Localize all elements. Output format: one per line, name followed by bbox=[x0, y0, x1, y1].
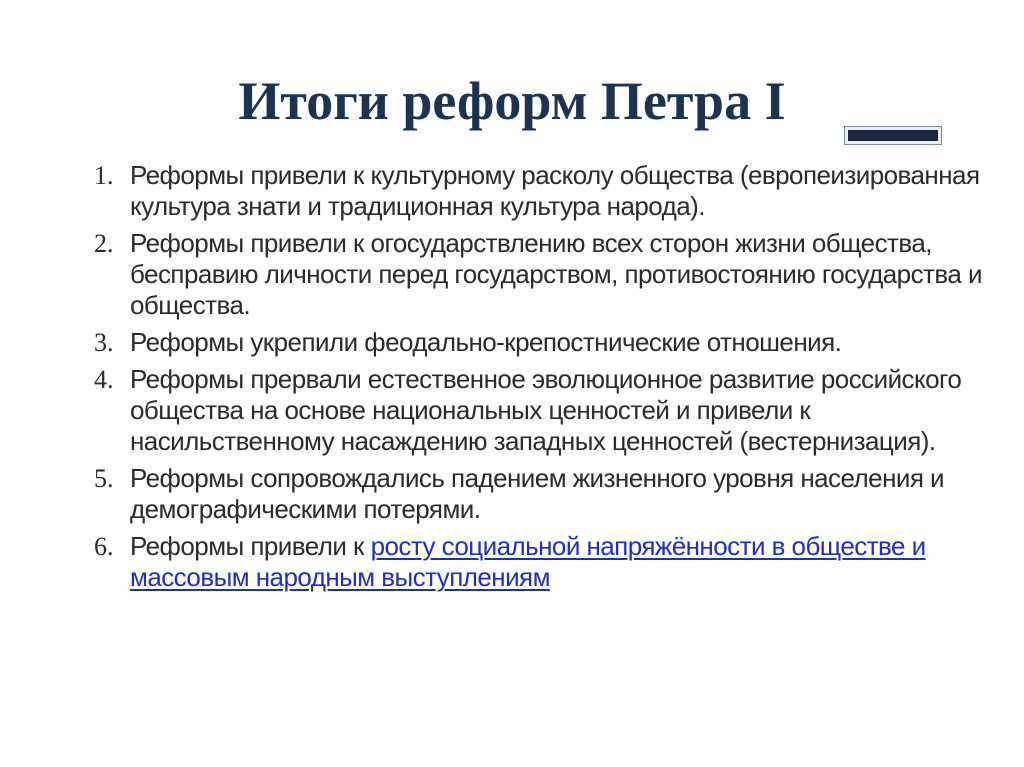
list-item bbox=[94, 327, 994, 358]
item-text: Реформы сопровождались падением жизненного уровня населения и демографическими потерями. bbox=[130, 463, 945, 524]
list-item bbox=[94, 364, 994, 457]
item-text: Реформы привели к культурному расколу общества (европеизированная культура знати и традиционная культура народа). bbox=[130, 160, 980, 221]
results-list bbox=[94, 160, 994, 599]
item-number: 1. bbox=[94, 161, 114, 190]
item-text: Реформы привели к bbox=[130, 531, 371, 561]
list-item bbox=[94, 463, 994, 525]
slide-title: Итоги реформ Петра I bbox=[238, 71, 786, 131]
item-text: Реформы укрепили феодально-крепостнические отношения. bbox=[130, 327, 842, 357]
item-number: 2. bbox=[94, 229, 114, 258]
item-number: 3. bbox=[94, 328, 114, 357]
item-text: Реформы привели к огосударствлению всех сторон жизни общества, бесправию личности перед государством, противостоянию государства и общества. bbox=[130, 228, 982, 320]
item-number: 6. bbox=[94, 532, 114, 561]
list-item bbox=[94, 228, 994, 321]
title-decoration-bar bbox=[845, 127, 941, 144]
item-number: 5. bbox=[94, 464, 114, 493]
list-item bbox=[94, 531, 994, 593]
item-number: 4. bbox=[94, 365, 114, 394]
item-text: Реформы прервали естественное эволюционное развитие российского общества на основе национальных ценностей и привели к насильственному насаждению западных ценностей (вестернизация). bbox=[130, 364, 962, 456]
list-item bbox=[94, 160, 994, 222]
unrest-link[interactable]: росту социальной напряжённости в обществе и массовым народным выступлениям bbox=[130, 531, 926, 592]
